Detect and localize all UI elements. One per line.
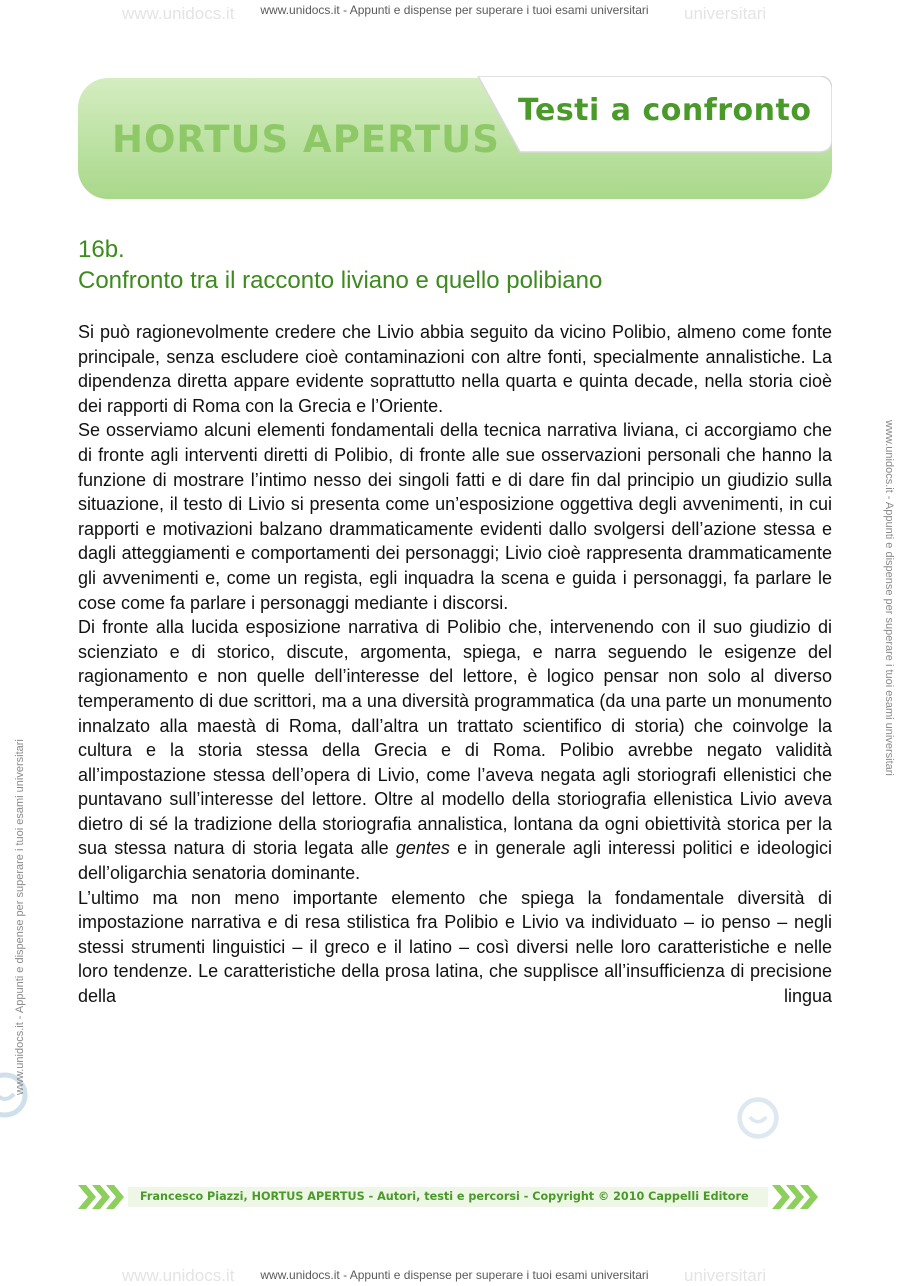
unidocs-logo-icon [735,1095,781,1141]
paragraph: Se osserviamo alcuni elementi fondamentali della tecnica narrativa liviana, ci accorgiamo che di fronte agli interventi diretti di Polibio, di fronte alle sue osservazioni personali che hanno la funzione di mostrare l’intimo nesso dei singoli fatti e di dare fin dal principio un giudizio sulla situazione, il testo di Livio si presenta come un’esposizione oggettiva degli avvenimenti, in cui rapporti e motivazioni balzano drammaticamente evidenti dallo svolgersi dell’azione stessa e dagli atteggiamenti e comportamenti dei personaggi; Livio cioè rappresenta drammaticamente gli avvenimenti e, come un regista, egli inquadra la scena e guida i personaggi, fa parlare le cose come fa parlare i personaggi mediante i discorsi. [78,420,832,613]
body-text [78,320,832,1009]
chevron-arrows-icon [78,1185,124,1209]
watermark-top: www.unidocs.it - Appunti e dispense per superare i tuoi esami universitari [260,3,649,17]
paragraph: Si può ragionevolmente credere che Livio abbia seguito da vicino Polibio, almeno come fonte principale, senza escludere cioè contaminazioni con altre fonti, specialmente annalistiche. La dipendenza diretta appare evidente soprattutto nella quarta e quinta decade, nella storia cioè dei rapporti di Roma con la Grecia e l’Oriente. [78,322,832,416]
watermark-ghost-right: universitari [684,4,767,23]
watermark-left-vertical: www.unidocs.it - Appunti e dispense per superare i tuoi esami universitari [14,739,26,1095]
section-number: 16b. [78,236,125,263]
banner-title: HORTUS APERTUS [112,118,500,161]
footer-copyright: Francesco Piazzi, HORTUS APERTUS - Autori, testi e percorsi - Copyright © 2010 Cappelli Editore [140,1190,749,1203]
paragraph [78,615,832,886]
watermark-right-vertical: www.unidocs.it - Appunti e dispense per superare i tuoi esami universitari [883,420,895,776]
section-title: Confronto tra il racconto liviano e quello polibiano [78,267,603,294]
italic-term: gentes [395,838,450,859]
watermark-ghost-left: www.unidocs.it [122,4,235,23]
banner-subtitle: Testi a confronto [518,93,812,128]
watermark-bottom: www.unidocs.it - Appunti e dispense per superare i tuoi esami universitari [260,1268,649,1282]
paragraph: L’ultimo ma non meno importante elemento che spiega la fondamentale diversità di impostazione narrativa e di resa stilistica fra Polibio e Livio va individuato – io penso – negli stessi strumenti linguistici – il greco e il latino – così diversi nelle loro caratteristiche e nelle loro tendenze. Le caratteristiche della prosa latina, che supplisce all’insufficienza di precisione della lingua [78,887,832,1007]
watermark-ghost-right-bottom: universitari [684,1266,767,1285]
paragraph-text: Di fronte alla lucida esposizione narrativa di Polibio che, intervenendo con il suo giudizio di scienziato e di storico, discute, argomenta, spiega, e narra seguendo le esigenze del ragionamento e non quelle dell’interesse del lettore, è logico pensar non solo al diverso temperamento di due scrittori, ma a una diversità programmatica (da una parte un monumento innalzato alla maestà di Roma, dall’altra un trattato scientifico di storia) che coinvolge la cultura e la storia stessa della Grecia e di Roma. Polibio avrebbe negato validità all’impostazione stessa dell’opera di Livio, come l’aveva negata agli storiografi ellenistici che puntavano sull’interesse del lettore. Oltre al modello della storiografia ellenistica Livio aveva dietro di sé la tradizione della storiografia annalistica, lontana da ogni obiettività storica per la sua stessa natura di storia legata alle [78,617,832,859]
watermark-ghost-left-bottom: www.unidocs.it [122,1266,235,1285]
paragraph-text: e in generale agli interessi politici e ideologici dell’oligarchia senatoria dominante. [78,838,832,884]
